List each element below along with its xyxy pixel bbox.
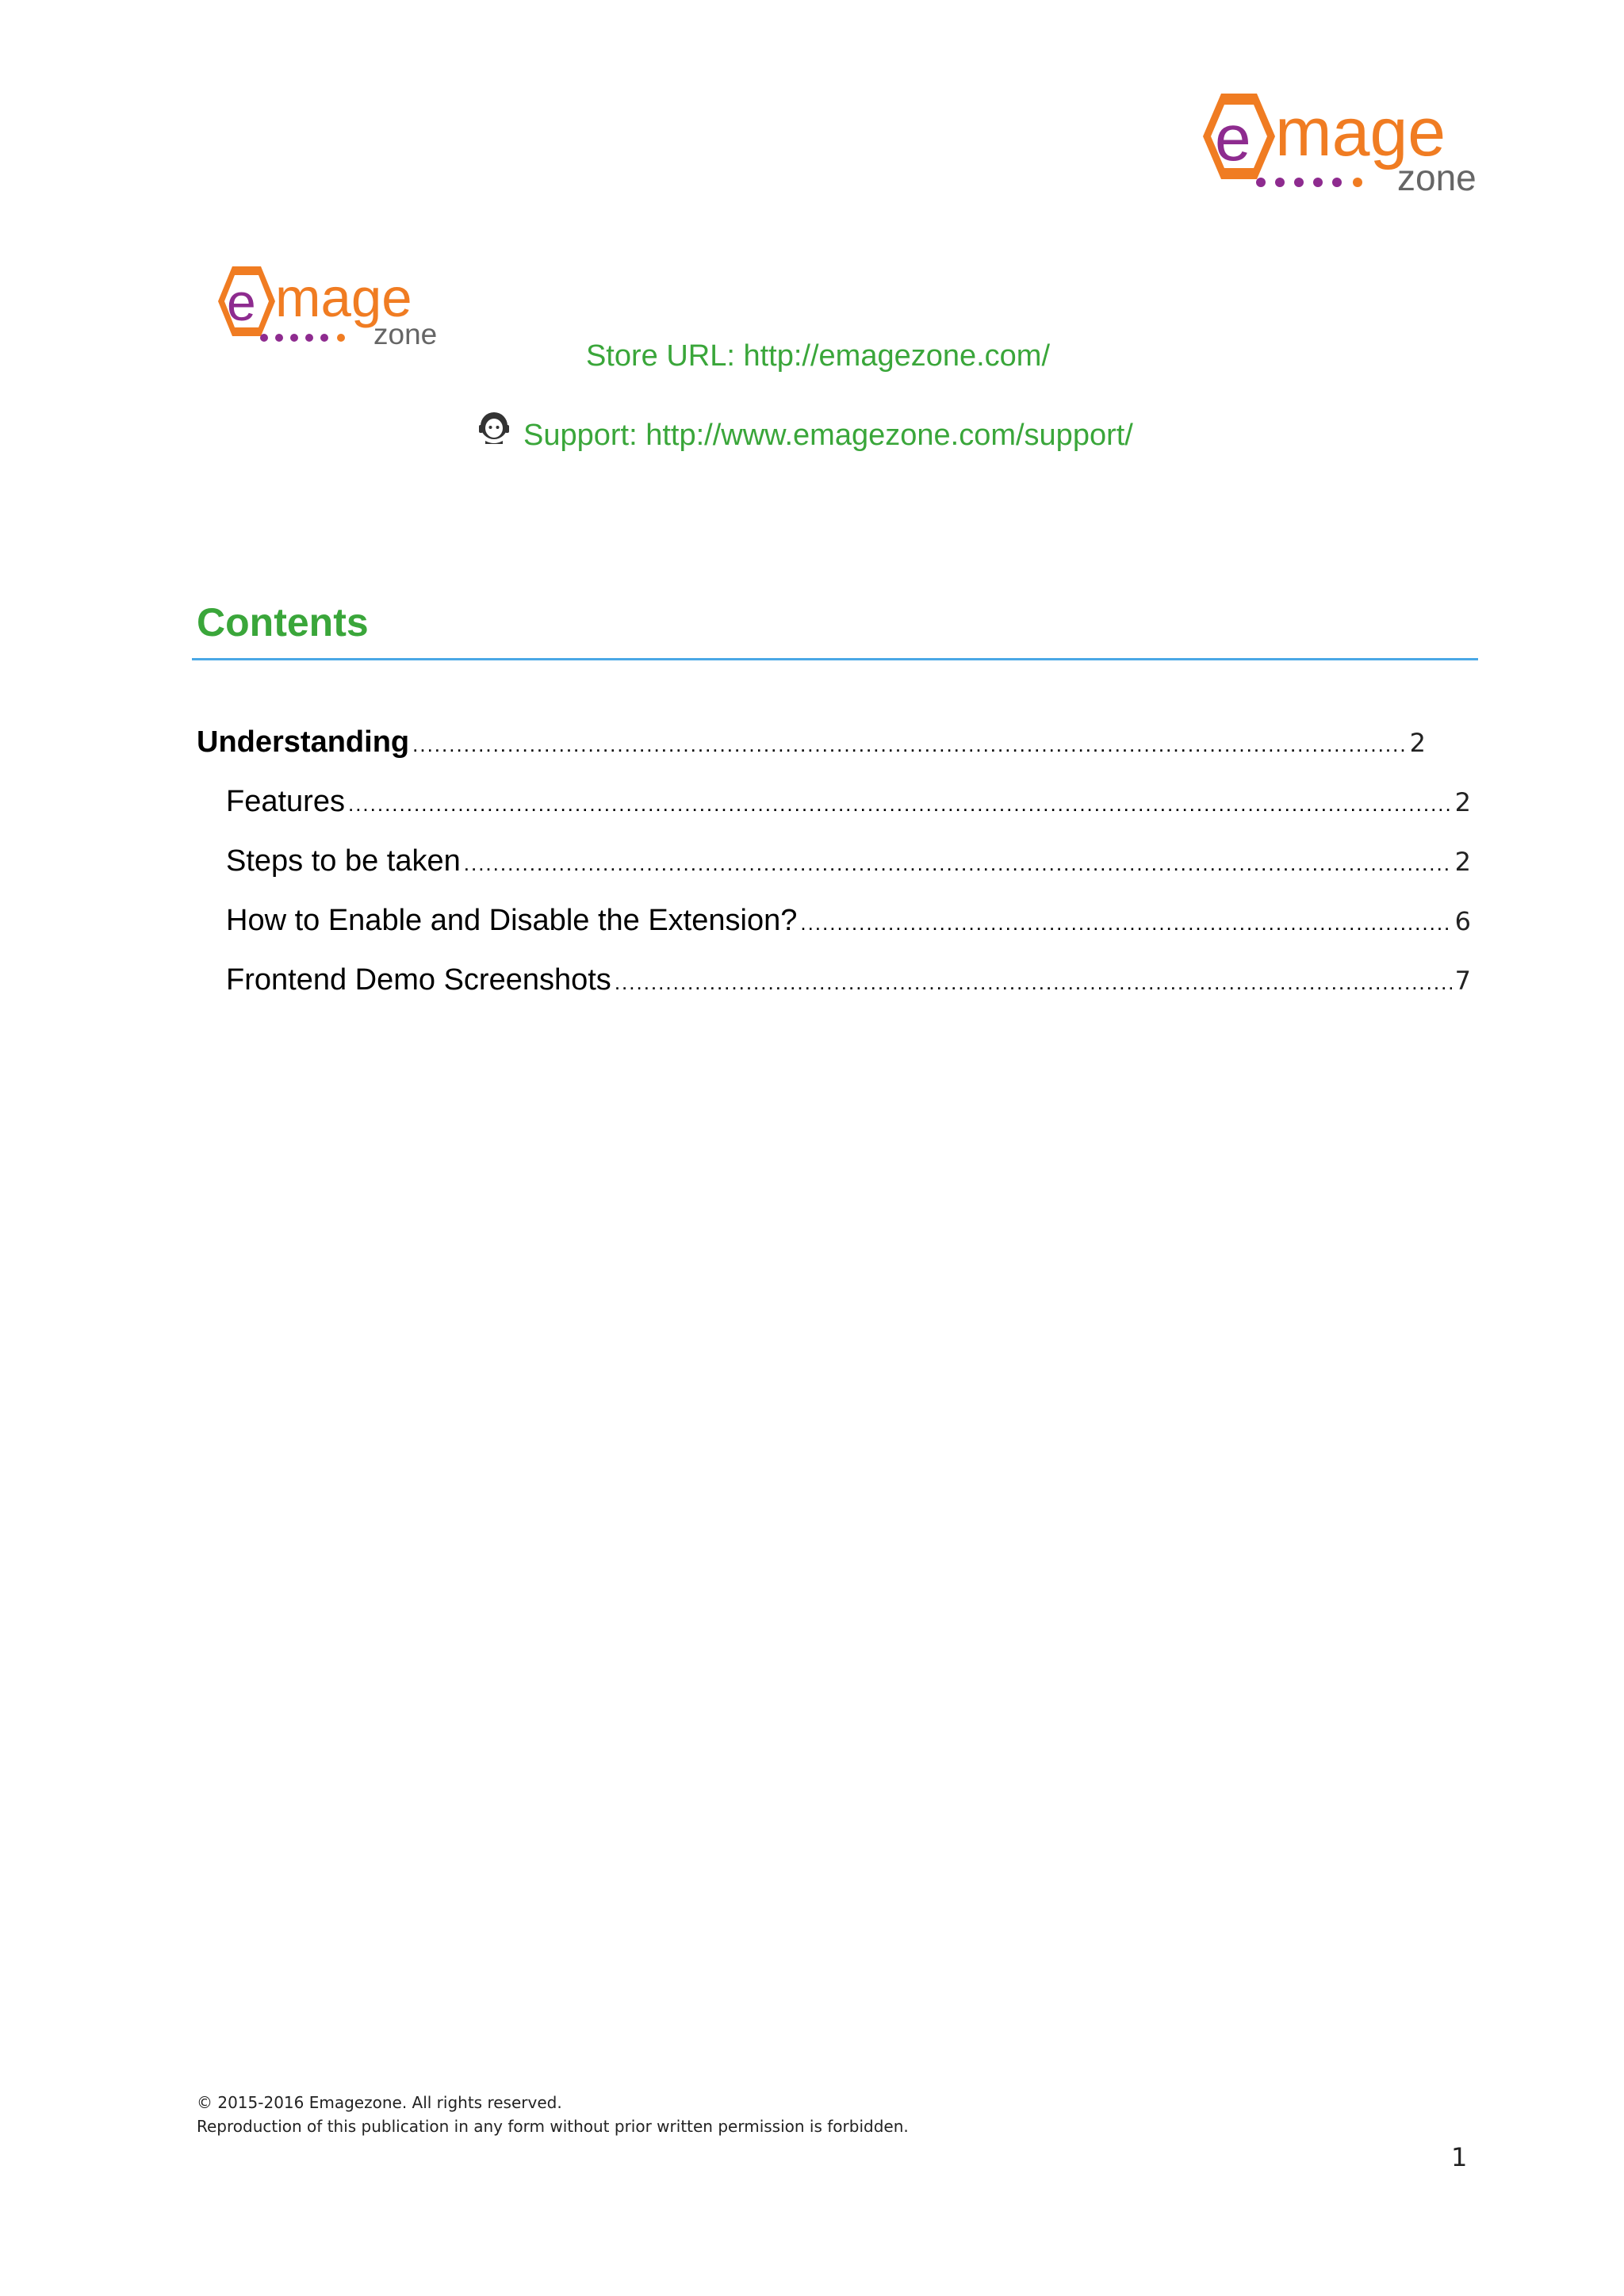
toc-entry-label: How to Enable and Disable the Extension? <box>226 904 798 937</box>
toc-entry-label: Understanding <box>197 725 410 759</box>
svg-text:zone: zone <box>1397 157 1477 198</box>
toc-leader-dots <box>348 792 1452 817</box>
toc-entry-enable-disable[interactable] <box>226 904 1471 938</box>
toc-leader-dots <box>464 851 1452 876</box>
support-link[interactable]: Support: http://www.emagezone.com/support/ <box>523 418 1133 452</box>
svg-text:mage: mage <box>275 267 412 328</box>
support-line[interactable] <box>476 417 1133 453</box>
toc-leader-dots <box>412 733 1407 757</box>
toc-entry-steps[interactable] <box>226 844 1471 878</box>
footer-copyright: © 2015-2016 Emagezone. All rights reserved. <box>197 2093 562 2112</box>
toc-entry-page: 2 <box>1454 787 1471 817</box>
support-agent-icon <box>476 409 512 446</box>
svg-text:zone: zone <box>373 318 438 350</box>
svg-text:e: e <box>227 273 256 331</box>
page-number: 1 <box>1451 2142 1468 2172</box>
toc-entry-page: 2 <box>1409 728 1426 758</box>
toc-entry-frontend-demo[interactable] <box>226 963 1471 997</box>
toc-entry-page: 2 <box>1454 847 1471 877</box>
toc-entry-features[interactable] <box>226 785 1471 819</box>
toc-entry-label: Features <box>226 785 345 818</box>
contents-divider <box>192 658 1478 660</box>
svg-text:mage: mage <box>1275 94 1446 170</box>
toc-leader-dots <box>800 911 1451 936</box>
footer-notice: Reproduction of this publication in any form without prior written permission is forbidden. <box>197 2117 909 2136</box>
toc-entry-page: 6 <box>1454 906 1471 936</box>
emagezone-logo-top <box>1174 87 1491 206</box>
toc-leader-dots <box>615 970 1452 995</box>
svg-text:e: e <box>1215 102 1251 174</box>
toc-entry-understanding[interactable] <box>197 725 1426 760</box>
toc-entry-label: Steps to be taken <box>226 844 461 878</box>
toc-entry-label: Frontend Demo Screenshots <box>226 963 611 997</box>
store-url[interactable]: Store URL: http://emagezone.com/ <box>585 339 1051 373</box>
toc-entry-page: 7 <box>1454 966 1471 996</box>
contents-heading: Contents <box>197 600 369 645</box>
